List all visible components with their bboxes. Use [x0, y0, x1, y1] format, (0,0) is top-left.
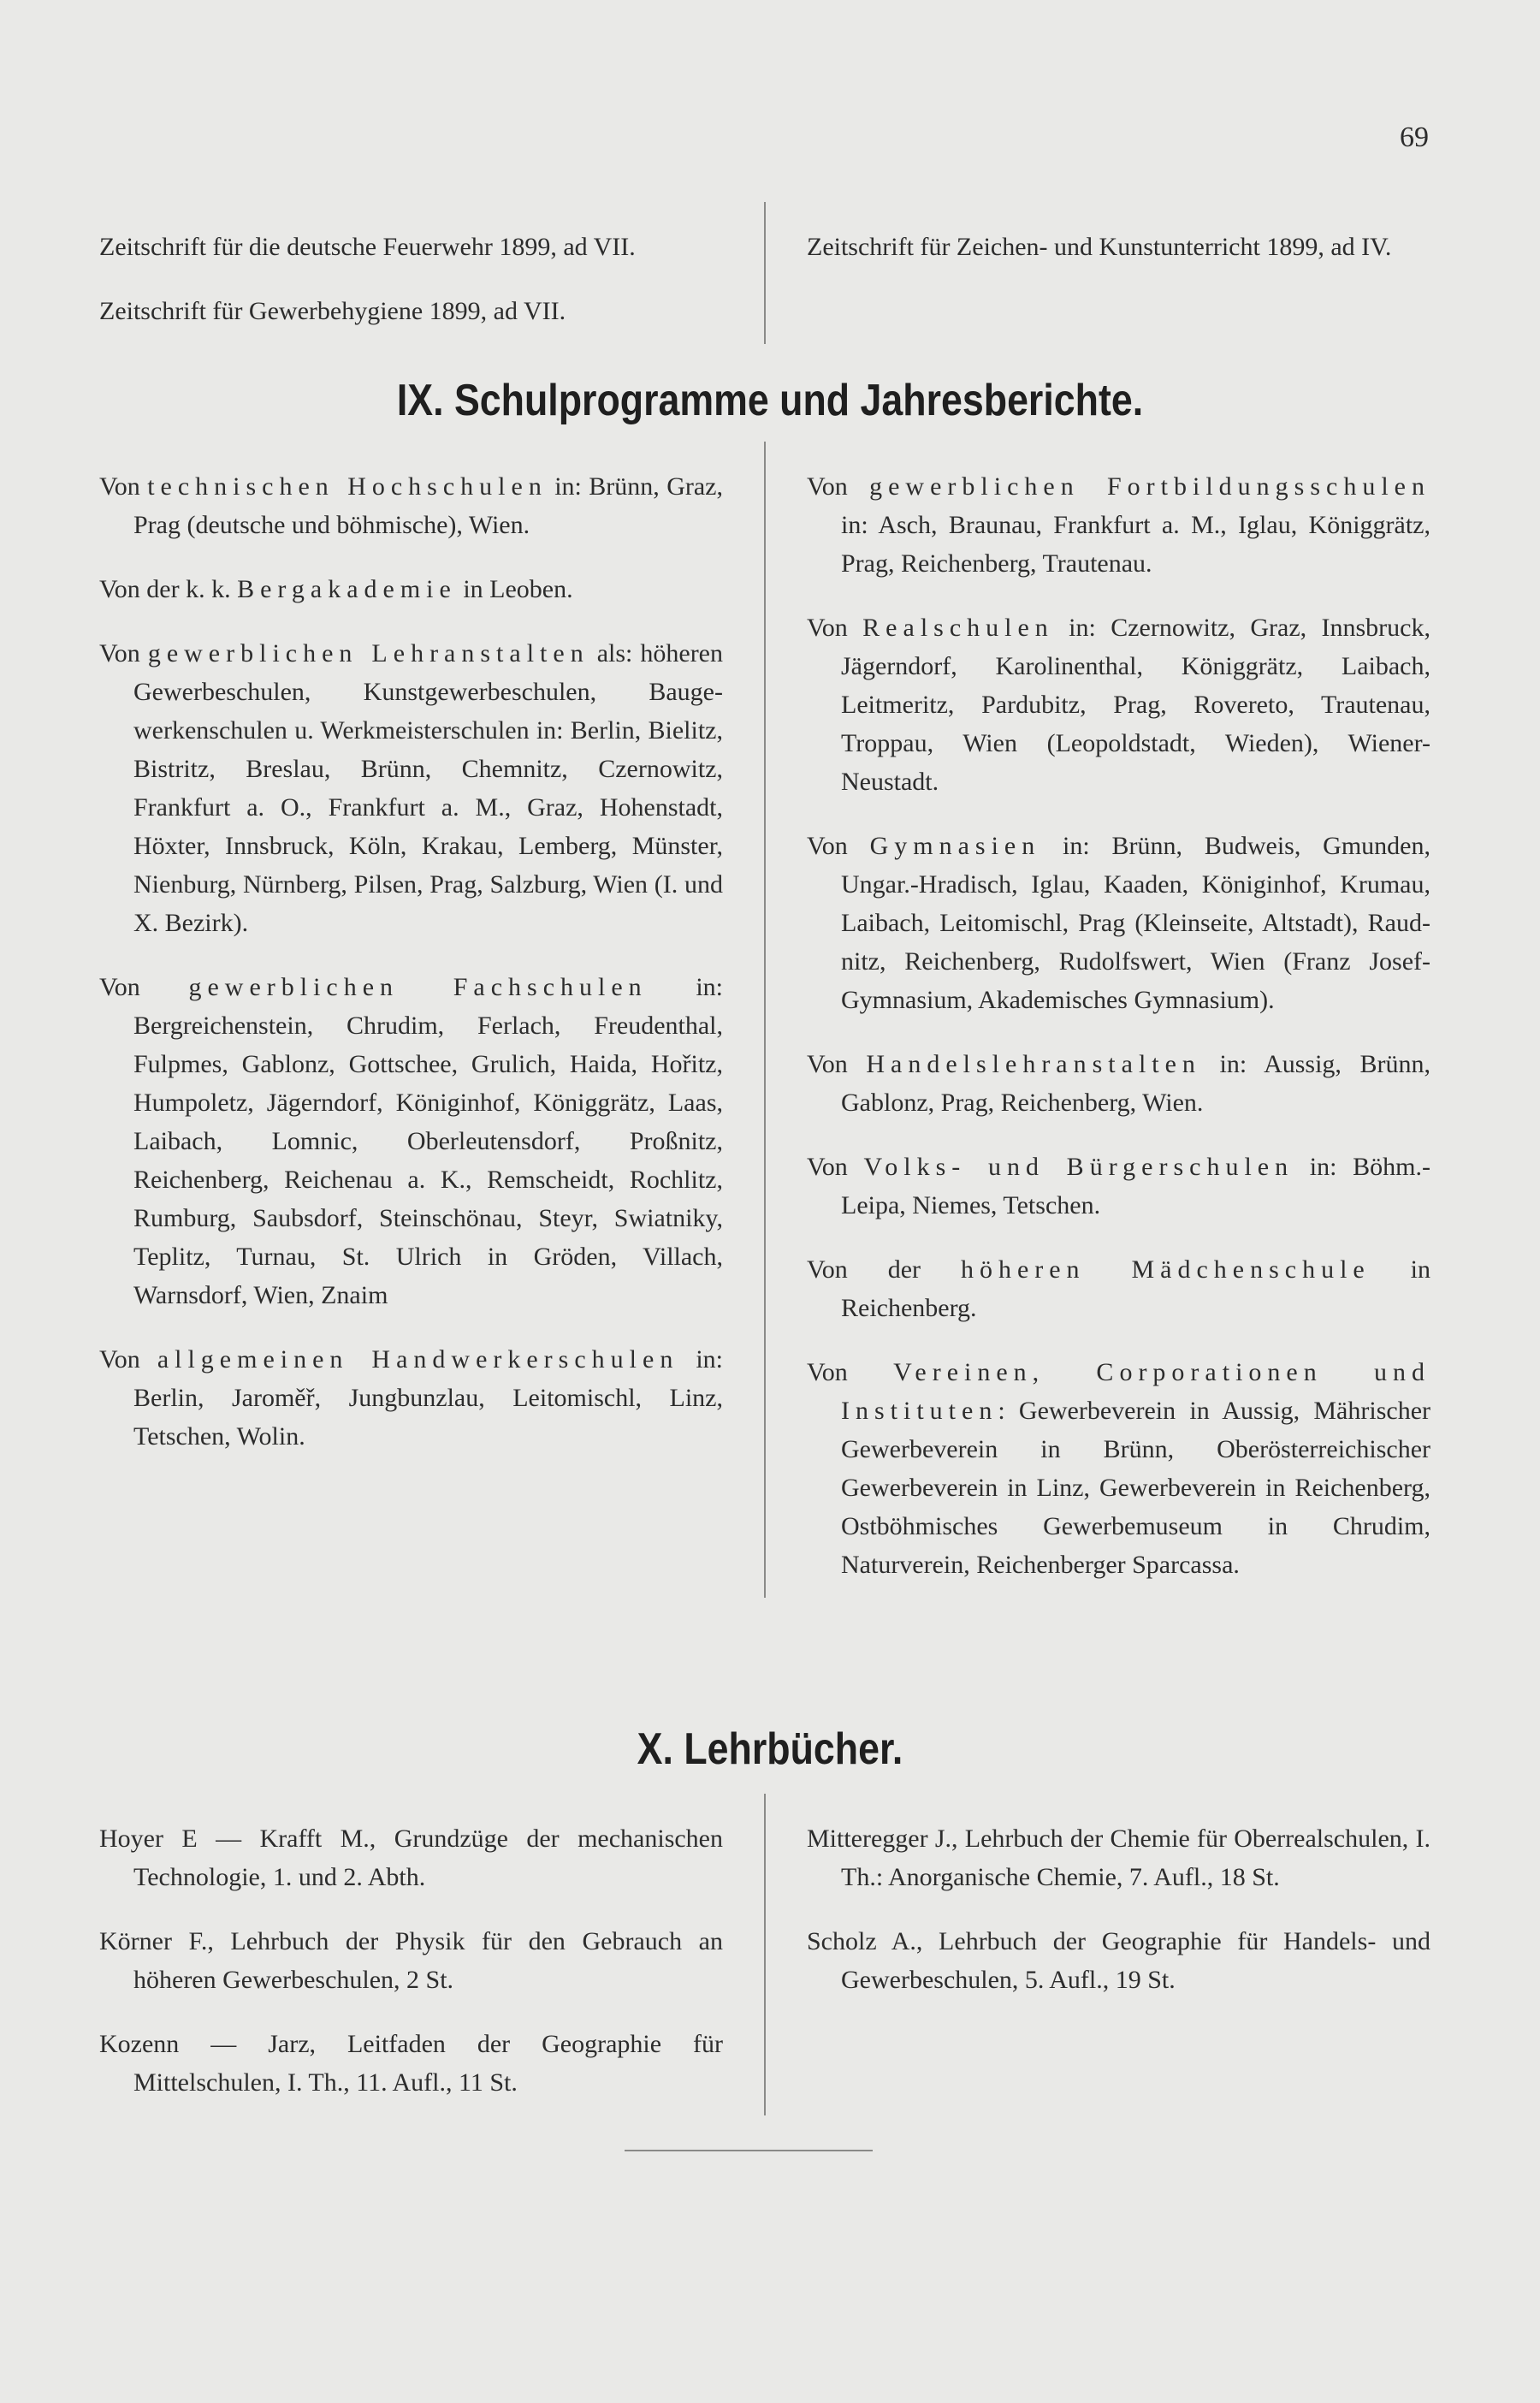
list-item: Von gewerblichen Fortbildungsschulen in: Asch, Braunau, Frankfurt a. M., Iglau, Königgrätz, Prag, Reichenberg, Trautenau. [807, 472, 1430, 578]
list-item: Kozenn — Jarz, Leitfaden der Geographie für Mittelschulen, I. Th., 11. Aufl., 11 St. [99, 2030, 723, 2097]
list-item: Scholz A., Lehrbuch der Geographie für Handels- und Gewerbeschulen, 5. Aufl., 19 St. [807, 1927, 1430, 1994]
page-number: 69 [1400, 122, 1429, 153]
list-item: Von gewerblichen Fachschulen in: Bergreichenstein, Chrudim, Ferlach, Freudenthal, Fulpmes, Gablonz, Gottschee, Grulich, Haida, Hořitz, Humpoletz, Jägerndorf, Königinhof, Königgrätz, Laas, Laibach, Lomnic, Oberleutensdorf, Proßnitz, Reichenberg, Reichenau a. K., Remscheidt, Rochlitz, Rumburg, Saubsdorf, Steinschönau, Steyr, Swiatniky, Teplitz, Turnau, St. Ulrich in Gröden, Villach, Warnsdorf, Wien, Znaim [99, 973, 723, 1309]
list-item: Hoyer E — Krafft M., Grundzüge der mechanischen Technologie, 1. und 2. Abth. [99, 1824, 723, 1891]
top-columns [99, 202, 1430, 344]
end-rule [625, 2150, 873, 2151]
section-10-columns [99, 1794, 1430, 2115]
top-right-column [766, 202, 1430, 344]
section-title: X. Lehrbücher. [637, 1724, 903, 1774]
section-10-left-column [99, 1794, 764, 2115]
list-item: Von Gymnasien in: Brünn, Budweis, Gmunden, Ungar.-Hradisch, Iglau, Kaaden, Königinhof, Krumau, Laibach, Leitomischl, Prag (Kleinseite, Altstadt), Raudnitz, Reichenberg, Rudolfswert, Wien (Franz Josef-Gymnasium, Akademisches Gymnasium). [807, 832, 1430, 1014]
section-10-right-column [766, 1794, 1430, 2115]
list-item: Zeitschrift für die deutsche Feuerwehr 1899, ad VII. [99, 233, 636, 261]
list-item: Von allgemeinen Handwerkerschulen in: Berlin, Jaroměř, Jungbunzlau, Leitomischl, Linz, Tetschen, Wolin. [99, 1345, 724, 1451]
section-9-left-column [99, 442, 764, 1598]
list-item: Zeitschrift für Gewerbehygiene 1899, ad VII. [99, 297, 566, 325]
list-item: Von der höheren Mädchenschule in Reichenberg. [807, 1255, 1430, 1322]
list-item: Mitteregger J., Lehrbuch der Chemie für Oberrealschulen, I. Th.: Anorganische Chemie, 7. Aufl., 18 St. [807, 1824, 1430, 1891]
list-item: Körner F., Lehrbuch der Physik für den Gebrauch an höheren Gewerbeschulen, 2 St. [99, 1927, 723, 1994]
list-item: Von Handelslehranstalten in: Aussig, Brünn, Gablonz, Prag, Reichenberg, Wien. [807, 1050, 1430, 1117]
list-item: Von technischen Hochschulen in: Brünn, Graz, Prag (deutsche und böhmische), Wien. [99, 472, 723, 539]
section-9-columns [99, 442, 1430, 1598]
list-item: Von Vereinen, Corporationen und Instituten: Gewerbeverein in Aussig, Mährischer Gewerbeverein in Brünn, Oberösterreichischer Gewerbeverein in Linz, Gewerbeverein in Reichenberg, Ostböhmisches Gewerbemuseum in Chrudim, Naturverein, Reichenberger Sparcassa. [807, 1358, 1430, 1579]
list-item: Zeitschrift für Zeichen- und Kunstunterricht 1899, ad IV. [807, 233, 1392, 261]
list-item: Von Volks- und Bürgerschulen in: Böhm.-Leipa, Niemes, Tetschen. [807, 1153, 1430, 1219]
list-item: Von gewerblichen Lehranstalten als: höheren Gewerbeschulen, Kunstgewerbeschulen, Baugewerkenschulen u. Werkmeisterschulen in: Berlin, Bielitz, Bistritz, Breslau, Brünn, Chemnitz, Czernowitz, Frankfurt a. O., Frankfurt a. M., Graz, Hohenstadt, Höxter, Innsbruck, Köln, Krakau, Lemberg, Münster, Nienburg, Nürnberg, Pilsen, Prag, Salzburg, Wien (I. und X. Bezirk). [99, 639, 723, 937]
section-9-right-column [766, 442, 1430, 1598]
list-item: Von Realschulen in: Czernowitz, Graz, Innsbruck, Jägerndorf, Karolinenthal, Königgrätz, Laibach, Leitmeritz, Pardubitz, Prag, Rovereto, Trautenau, Troppau, Wien (Leopoldstadt, Wieden), Wiener-Neustadt. [807, 614, 1430, 796]
section-title: IX. Schulprogramme und Jahresberichte. [396, 376, 1144, 425]
list-item: Von der k. k. Bergakademie in Leoben. [99, 575, 573, 603]
top-left-column [99, 202, 764, 344]
